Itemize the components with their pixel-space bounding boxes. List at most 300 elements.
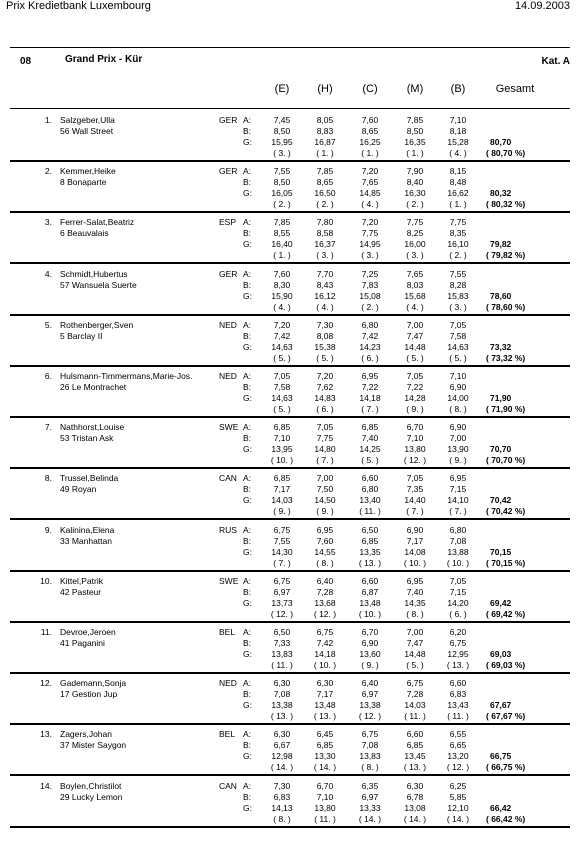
judge-score: 6,60	[361, 575, 379, 586]
judge-score: 7,05	[449, 575, 467, 586]
judge-score: ( 12. )	[446, 762, 470, 773]
judge-score: 12,10	[447, 802, 469, 813]
row-label: G:	[243, 393, 252, 403]
judge-score: 8,05	[316, 115, 334, 125]
judge-score: ( 13. )	[403, 762, 427, 773]
judge-score: 6,55	[449, 729, 467, 740]
judge-score: 8,03	[406, 279, 424, 290]
judge-score: 16,37	[314, 239, 336, 250]
judge-score: 8,35	[449, 228, 467, 239]
rider-name: Hulsmann-Timmermans,Marie-Jos.	[60, 371, 193, 381]
total-score: 78,60	[490, 290, 512, 301]
judge-score: ( 10. )	[313, 660, 337, 670]
row-label: A:	[243, 319, 252, 330]
judge-score: ( 2. )	[449, 250, 467, 261]
judge-score: 7,08	[273, 689, 291, 700]
event-title: Prix Kredietbank Luxembourg	[6, 0, 151, 12]
judge-score: 6,95	[449, 473, 467, 484]
judge-score: 6,75	[273, 524, 291, 535]
judge-score: ( 7. )	[406, 506, 424, 517]
judge-score: 7,33	[273, 638, 291, 648]
judge-score: ( 7. )	[273, 557, 291, 568]
total-score: 70,42	[490, 495, 512, 506]
judge-score: ( 13. )	[358, 557, 382, 568]
result-entry	[10, 213, 570, 264]
section-title: Grand Prix - Kür	[65, 54, 143, 65]
total-score: 66,42	[490, 802, 512, 813]
judge-score: 7,75	[316, 433, 334, 444]
judge-score: ( 11. )	[359, 506, 381, 517]
judge-score: 6,70	[361, 627, 379, 637]
result-entry	[10, 469, 570, 520]
judge-score: 7,20	[361, 166, 379, 177]
judge-score: 6,85	[406, 740, 424, 751]
judge-score: 7,00	[406, 319, 424, 330]
judge-score: ( 9. )	[361, 660, 379, 670]
judge-score: ( 2. )	[273, 199, 291, 210]
row-label: G:	[243, 341, 252, 352]
row-label: G:	[243, 137, 252, 147]
judge-score: 6,80	[361, 484, 379, 495]
rider-name: Salzgeber,Ulla	[60, 115, 115, 125]
judge-score: 13,38	[271, 700, 293, 711]
rider-name: Trussel,Belinda	[60, 473, 119, 484]
judge-score: 7,22	[406, 382, 424, 392]
judge-score: 7,08	[361, 740, 379, 751]
judge-score: 13,95	[271, 444, 293, 455]
result-entry	[10, 674, 570, 725]
nation: NED	[219, 371, 237, 381]
rider-name: Devroe,Jeroen	[60, 627, 116, 637]
rider-name: Ferrer-Salat,Beatriz	[60, 217, 135, 228]
total-percent: ( 80,70 %)	[486, 148, 526, 158]
judge-score: ( 7. )	[449, 506, 467, 517]
nation: NED	[219, 319, 237, 330]
total-percent: ( 70,42 %)	[486, 506, 526, 517]
judge-score: 6,75	[449, 638, 467, 648]
judge-score: 16,30	[404, 188, 426, 199]
judge-score: 16,87	[314, 137, 336, 147]
judge-score: 7,58	[449, 330, 467, 341]
judge-score: 15,90	[271, 290, 293, 301]
judge-score: 13,43	[447, 700, 469, 711]
row-label: A:	[243, 473, 252, 484]
entry-divider	[10, 826, 570, 828]
judge-score: ( 1. )	[316, 148, 334, 158]
nation: RUS	[219, 524, 237, 535]
judge-score: 7,17	[273, 484, 291, 495]
judge-score: 14,20	[447, 597, 469, 608]
judge-score: 8,30	[273, 279, 291, 290]
row-label: B:	[243, 638, 252, 648]
header-divider	[10, 108, 570, 109]
judge-score: 6,85	[273, 473, 291, 484]
nation: NED	[219, 678, 237, 689]
judge-score: 7,85	[273, 217, 291, 228]
judge-score: ( 13. )	[446, 660, 470, 670]
section-number: 08	[20, 56, 32, 67]
row-label: A:	[243, 217, 252, 228]
judge-score: ( 5. )	[449, 352, 467, 363]
row-label: A:	[243, 524, 252, 535]
event-date: 14.09.2003	[514, 0, 570, 12]
judge-score: 7,58	[273, 382, 291, 392]
judge-score: ( 13. )	[270, 711, 294, 722]
judge-score: 13,38	[359, 700, 381, 711]
total-percent: ( 73,32 %)	[486, 352, 526, 363]
judge-score: 13,80	[404, 444, 426, 455]
judge-score: 13,83	[359, 751, 381, 762]
judge-score: 14,55	[314, 546, 336, 557]
judge-score: 7,75	[361, 228, 379, 239]
judge-score: 7,65	[361, 177, 379, 188]
judge-score: 7,42	[316, 638, 334, 648]
judge-score: ( 2. )	[361, 301, 379, 312]
judge-score: 16,35	[404, 137, 426, 147]
judge-score: 7,42	[361, 330, 379, 341]
row-label: G:	[243, 546, 252, 557]
judge-score: 6,95	[361, 371, 379, 381]
rider-name: Boylen,Christilot	[60, 780, 122, 791]
judge-score: 13,68	[314, 597, 336, 608]
row-label: G:	[243, 444, 252, 455]
judge-score: 7,00	[406, 627, 424, 637]
horse-name: 5 Barclay II	[60, 330, 103, 341]
row-label: A:	[243, 780, 252, 791]
row-label: G:	[243, 802, 252, 813]
judge-score: 13,73	[271, 597, 293, 608]
judge-score: ( 10. )	[403, 557, 427, 568]
judge-score: ( 1. )	[361, 148, 379, 158]
nation: SWE	[219, 422, 239, 433]
rank: 9.	[44, 524, 52, 535]
judge-score: 7,00	[316, 473, 334, 484]
judge-score: 6,70	[316, 780, 334, 791]
total-score: 67,67	[490, 700, 512, 711]
row-label: A:	[243, 422, 252, 433]
row-label: B:	[243, 177, 252, 188]
judge-score: ( 4. )	[449, 148, 467, 158]
judge-score: 6,75	[361, 729, 379, 740]
nation: GER	[219, 268, 238, 279]
judge-score: ( 9. )	[406, 404, 424, 414]
total-score: 80,70	[490, 137, 512, 147]
judge-score: 6,35	[361, 780, 379, 791]
rank: 11.	[40, 627, 52, 637]
judge-score: ( 1. )	[406, 148, 424, 158]
judge-score: 8,25	[406, 228, 424, 239]
result-entry	[10, 623, 570, 674]
judge-score: 8,50	[273, 126, 291, 136]
judge-score: 14,30	[271, 546, 293, 557]
horse-name: 29 Lucky Lemon	[60, 791, 123, 802]
horse-name: 26 Le Montrachet	[60, 382, 127, 392]
judge-score: 7,80	[316, 217, 334, 228]
rank: 3.	[44, 217, 52, 228]
total-percent: ( 66,75 %)	[486, 762, 526, 773]
judge-score: 7,35	[406, 484, 424, 495]
row-label: A:	[243, 166, 252, 177]
rider-name: Zagers,Johan	[60, 729, 112, 740]
nation: CAN	[219, 780, 237, 791]
judge-score: 14,63	[271, 341, 293, 352]
judge-score: 7,17	[316, 689, 334, 700]
judge-score: ( 9. )	[449, 455, 467, 466]
horse-name: 37 Mister Saygon	[60, 740, 127, 751]
judge-score: 8,50	[273, 177, 291, 188]
judge-score: 7,22	[361, 382, 379, 392]
judge-score: 15,28	[447, 137, 469, 147]
rider-name: Kittel,Patrik	[60, 575, 103, 586]
judge-score: 13,60	[359, 649, 381, 659]
judge-score: 7,50	[316, 484, 334, 495]
judge-score: 14,80	[314, 444, 336, 455]
judge-score: 7,85	[316, 166, 334, 177]
row-label: G:	[243, 290, 252, 301]
judge-score: 14,03	[271, 495, 293, 506]
judge-score: ( 4. )	[361, 199, 379, 210]
rank: 2.	[44, 166, 52, 177]
judge-score: 7,47	[406, 330, 424, 341]
judge-score: 6,85	[361, 535, 379, 546]
judge-score: 16,25	[359, 137, 381, 147]
judge-score: 6,90	[361, 638, 379, 648]
total-score: 66,75	[490, 751, 512, 762]
judge-score: 6,90	[449, 422, 467, 433]
judge-score: 7,05	[406, 473, 424, 484]
divider	[10, 47, 570, 48]
judge-score: ( 1. )	[273, 250, 291, 261]
column-header-c: (C)	[362, 83, 378, 95]
judge-score: 15,38	[314, 341, 336, 352]
judge-score: ( 3. )	[273, 148, 291, 158]
judge-score: ( 11. )	[447, 711, 469, 722]
total-score: 80,32	[490, 188, 512, 199]
judge-score: 6,85	[316, 740, 334, 751]
judge-score: 7,60	[316, 535, 334, 546]
judge-score: 6,83	[273, 791, 291, 802]
row-label: B:	[243, 689, 252, 700]
judge-score: 14,10	[447, 495, 469, 506]
row-label: A:	[243, 575, 252, 586]
judge-score: 7,55	[273, 535, 291, 546]
judge-score: ( 8. )	[273, 813, 291, 824]
row-label: B:	[243, 484, 252, 495]
judge-score: 6,40	[361, 678, 379, 689]
judge-score: ( 5. )	[273, 404, 291, 414]
horse-name: 49 Royan	[60, 484, 97, 495]
judge-score: ( 12. )	[270, 608, 294, 619]
judge-score: ( 8. )	[406, 608, 424, 619]
row-label: G:	[243, 597, 252, 608]
judge-score: 5,85	[449, 791, 467, 802]
row-label: B:	[243, 279, 252, 290]
judge-score: 14,95	[359, 239, 381, 250]
result-entry	[10, 777, 570, 828]
total-percent: ( 70,70 %)	[486, 455, 526, 466]
judge-score: ( 14. )	[403, 813, 427, 824]
judge-score: 8,40	[406, 177, 424, 188]
judge-score: 7,42	[273, 330, 291, 341]
row-label: B:	[243, 740, 252, 751]
judge-score: 6,85	[273, 422, 291, 433]
judge-score: ( 5. )	[406, 352, 424, 363]
judge-score: 6,78	[406, 791, 424, 802]
judge-score: 15,68	[404, 290, 426, 301]
section-category: Kat. A	[541, 56, 570, 67]
judge-score: 7,20	[316, 371, 334, 381]
judge-score: ( 2. )	[316, 199, 334, 210]
judge-score: 7,40	[406, 586, 424, 597]
total-percent: ( 67,67 %)	[486, 711, 526, 722]
judge-score: 7,10	[406, 433, 424, 444]
judge-score: 14,83	[314, 393, 336, 403]
judge-score: 7,17	[406, 535, 424, 546]
judge-score: ( 7. )	[361, 404, 379, 414]
judge-score: 16,50	[314, 188, 336, 199]
judge-score: ( 12. )	[313, 608, 337, 619]
judge-score: 7,00	[449, 433, 467, 444]
judge-score: 7,55	[449, 268, 467, 279]
judge-score: 6,75	[273, 575, 291, 586]
nation: BEL	[219, 627, 236, 637]
judge-score: 13,45	[404, 751, 426, 762]
judge-score: 6,30	[406, 780, 424, 791]
judge-score: 14,08	[404, 546, 426, 557]
horse-name: 41 Paganini	[60, 638, 105, 648]
rank: 4.	[44, 268, 52, 279]
judge-score: 14,48	[404, 649, 426, 659]
judge-score: ( 6. )	[449, 608, 467, 619]
judge-score: ( 11. )	[404, 711, 426, 722]
rider-name: Nathhorst,Louise	[60, 422, 125, 433]
judge-score: ( 4. )	[316, 301, 334, 312]
judge-score: 6,95	[406, 575, 424, 586]
horse-name: 6 Beauvalais	[60, 228, 109, 239]
row-label: B:	[243, 330, 252, 341]
column-header-e: (E)	[274, 83, 290, 95]
judge-score: 14,18	[314, 649, 336, 659]
judge-score: 13,20	[447, 751, 469, 762]
judge-score: 7,62	[316, 382, 334, 392]
horse-name: 56 Wall Street	[60, 126, 114, 136]
judge-score: 6,80	[361, 319, 379, 330]
rank: 8.	[44, 473, 52, 484]
rank: 6.	[44, 371, 52, 381]
judge-score: 13,48	[359, 597, 381, 608]
row-label: B:	[243, 126, 252, 136]
judge-score: 7,20	[273, 319, 291, 330]
judge-score: 13,48	[314, 700, 336, 711]
row-label: A:	[243, 678, 252, 689]
judge-score: 6,80	[449, 524, 467, 535]
judge-score: 7,15	[449, 484, 467, 495]
judge-score: 16,62	[447, 188, 469, 199]
judge-score: ( 5. )	[406, 660, 424, 670]
judge-score: 7,47	[406, 638, 424, 648]
judge-score: 15,83	[447, 290, 469, 301]
judge-score: 13,08	[404, 802, 426, 813]
judge-score: 7,05	[316, 422, 334, 433]
row-label: G:	[243, 495, 252, 506]
rider-name: Rothenberger,Sven	[60, 319, 134, 330]
judge-score: 7,45	[273, 115, 291, 125]
judge-score: 6,40	[316, 575, 334, 586]
judge-score: 14,63	[447, 341, 469, 352]
judge-score: 6,97	[361, 689, 379, 700]
judge-score: 13,33	[359, 802, 381, 813]
judge-score: 7,65	[406, 268, 424, 279]
row-label: G:	[243, 239, 252, 250]
judge-score: 6,90	[449, 382, 467, 392]
judge-score: 7,75	[406, 217, 424, 228]
judge-score: 7,10	[449, 371, 467, 381]
result-entry	[10, 265, 570, 316]
judge-score: 13,35	[359, 546, 381, 557]
judge-score: ( 5. )	[361, 455, 379, 466]
total-percent: ( 79,82 %)	[486, 250, 526, 261]
judge-score: ( 9. )	[273, 506, 291, 517]
judge-score: 6,60	[449, 678, 467, 689]
judge-score: ( 9. )	[316, 506, 334, 517]
total-score: 73,32	[490, 341, 512, 352]
judge-score: 6,20	[449, 627, 467, 637]
result-entry	[10, 162, 570, 213]
judge-score: 7,08	[449, 535, 467, 546]
judge-score: 13,80	[314, 802, 336, 813]
judge-score: ( 7. )	[316, 455, 334, 466]
horse-name: 42 Pasteur	[60, 586, 102, 597]
total-score: 69,03	[490, 649, 512, 659]
rider-name: Gademann,Sonja	[60, 678, 127, 689]
judge-score: 14,85	[359, 188, 381, 199]
result-entry	[10, 572, 570, 623]
judge-score: 16,10	[447, 239, 469, 250]
row-label: B:	[243, 382, 252, 392]
judge-score: 8,08	[316, 330, 334, 341]
judge-score: 14,40	[404, 495, 426, 506]
judge-score: 7,55	[273, 166, 291, 177]
judge-score: ( 3. )	[406, 250, 424, 261]
judge-score: 7,28	[316, 586, 334, 597]
judge-score: ( 8. )	[361, 762, 379, 773]
nation: SWE	[219, 575, 239, 586]
total-percent: ( 71,90 %)	[486, 404, 526, 414]
result-entry	[10, 111, 570, 162]
judge-score: 6,83	[449, 689, 467, 700]
judge-score: ( 11. )	[271, 660, 293, 670]
row-label: G:	[243, 700, 252, 711]
column-header-m: (M)	[406, 83, 424, 95]
judge-score: 7,70	[316, 268, 334, 279]
judge-score: 7,30	[273, 780, 291, 791]
row-label: B:	[243, 535, 252, 546]
judge-score: 14,25	[359, 444, 381, 455]
judge-score: ( 10. )	[358, 608, 382, 619]
judge-score: 14,13	[271, 802, 293, 813]
row-label: B:	[243, 586, 252, 597]
judge-score: ( 10. )	[270, 455, 294, 466]
judge-score: 7,15	[449, 586, 467, 597]
judge-score: ( 12. )	[358, 711, 382, 722]
total-percent: ( 69,42 %)	[486, 608, 526, 619]
judge-score: 16,00	[404, 239, 426, 250]
row-label: G:	[243, 649, 252, 659]
row-label: G:	[243, 751, 252, 762]
judge-score: 7,10	[273, 433, 291, 444]
judge-score: 12,98	[271, 751, 293, 762]
judge-score: 6,60	[406, 729, 424, 740]
